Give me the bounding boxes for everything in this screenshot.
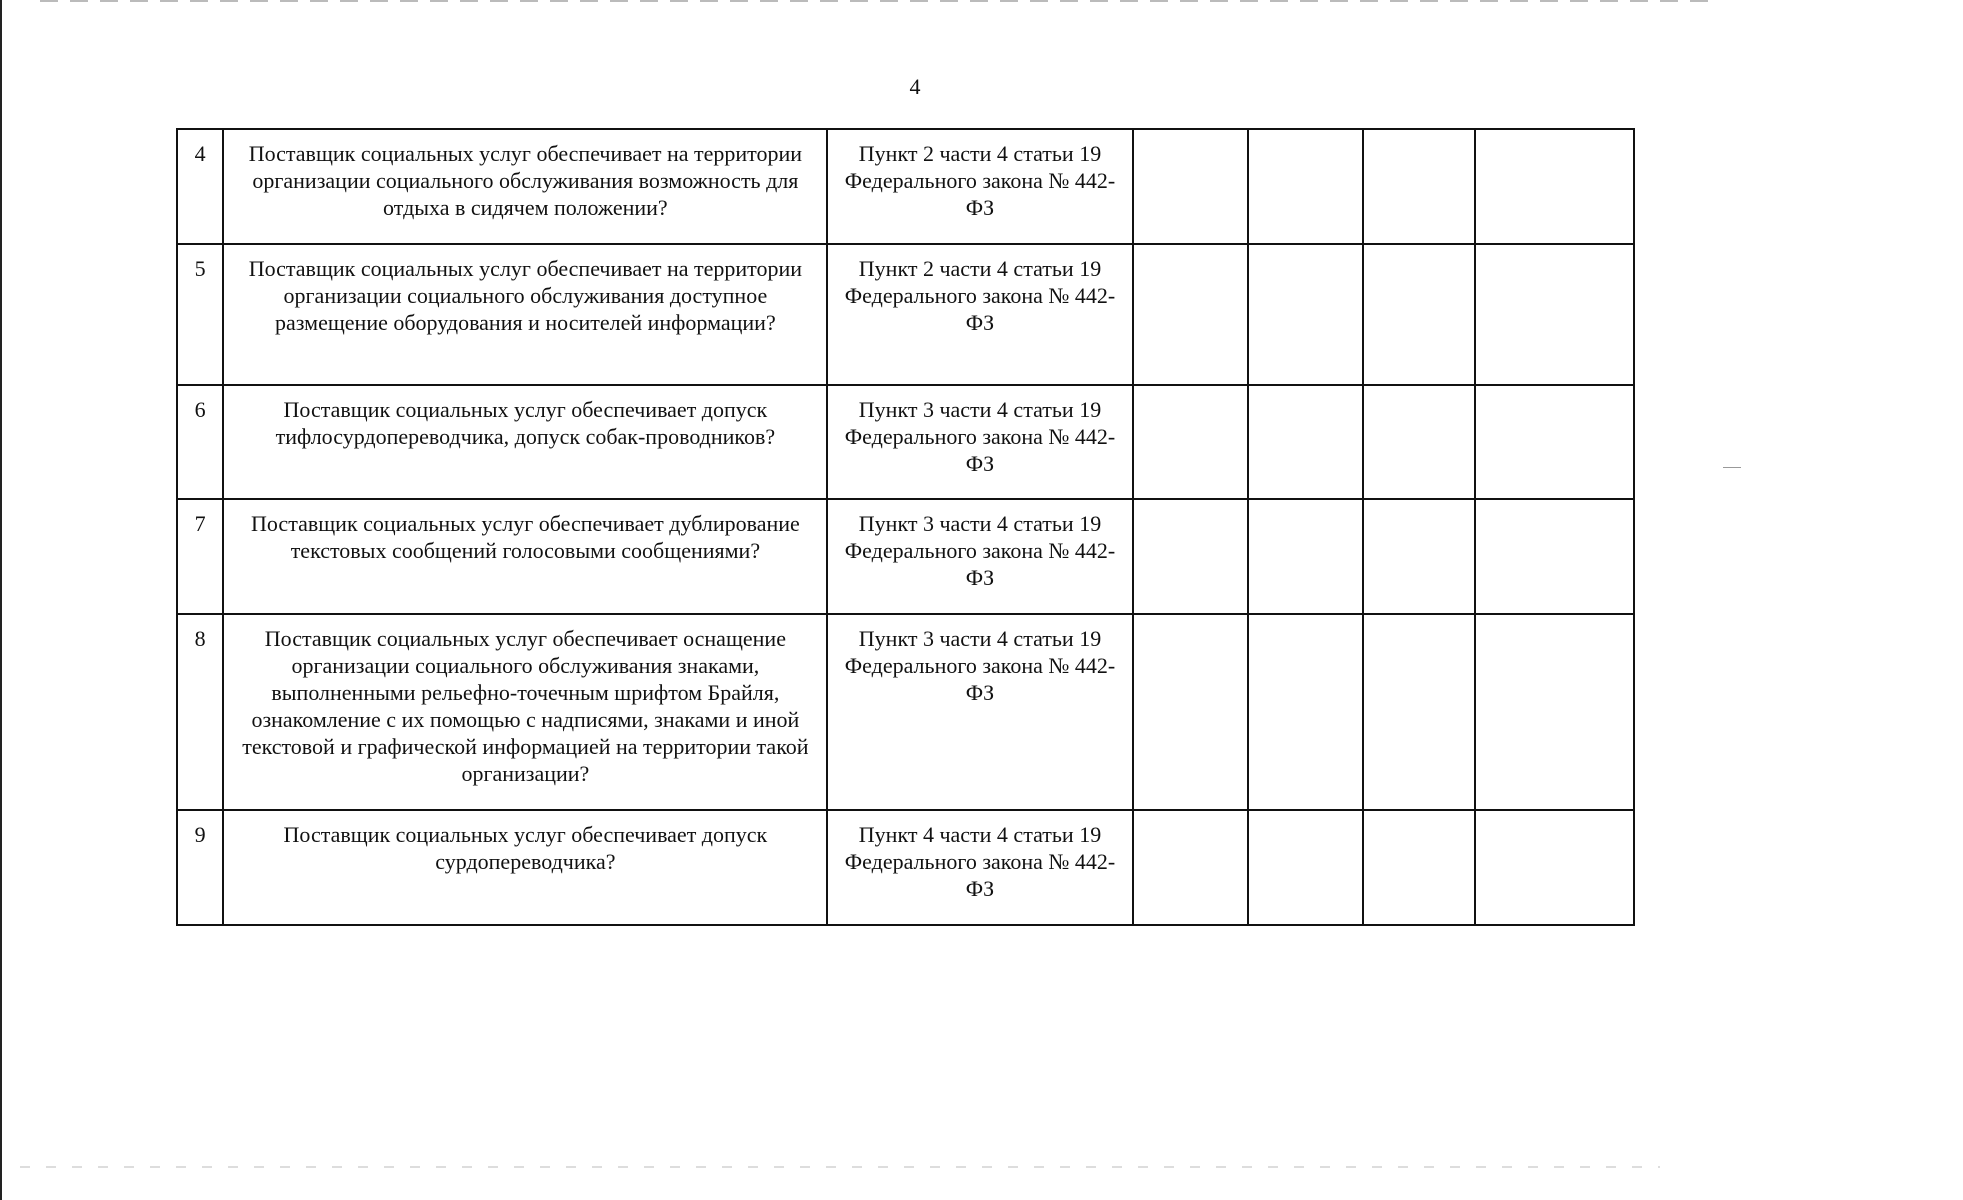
reference-cell: Пункт 2 части 4 статьи 19 Федерального закона № 442-ФЗ bbox=[827, 129, 1132, 244]
table-row bbox=[177, 385, 1634, 499]
answer-cell-1[interactable] bbox=[1133, 810, 1249, 925]
notes-cell[interactable] bbox=[1475, 129, 1634, 244]
question-cell: Поставщик социальных услуг обеспечивает допуск тифлосурдопереводчика, допуск собак-проводников? bbox=[223, 385, 827, 499]
reference-cell: Пункт 2 части 4 статьи 19 Федерального закона № 442-ФЗ bbox=[827, 244, 1132, 385]
answer-cell-2[interactable] bbox=[1248, 244, 1363, 385]
answer-cell-1[interactable] bbox=[1133, 614, 1249, 810]
row-number: 9 bbox=[177, 810, 223, 925]
scan-bottom-artifact bbox=[20, 1166, 1660, 1168]
answer-cell-2[interactable] bbox=[1248, 810, 1363, 925]
question-cell: Поставщик социальных услуг обеспечивает на территории организации социального обслуживания возможность для отдыха в сидячем положении? bbox=[223, 129, 827, 244]
answer-cell-3[interactable] bbox=[1363, 614, 1475, 810]
row-number: 8 bbox=[177, 614, 223, 810]
checklist-table bbox=[176, 128, 1635, 926]
answer-cell-2[interactable] bbox=[1248, 385, 1363, 499]
answer-cell-3[interactable] bbox=[1363, 244, 1475, 385]
answer-cell-3[interactable] bbox=[1363, 810, 1475, 925]
notes-cell[interactable] bbox=[1475, 244, 1634, 385]
notes-cell[interactable] bbox=[1475, 810, 1634, 925]
table-row bbox=[177, 499, 1634, 614]
question-cell: Поставщик социальных услуг обеспечивает оснащение организации социального обслуживания знаками, выполненными рельефно-точечным шрифтом Брайля, ознакомление с их помощью с надписями, знаками и иной текстовой и графической информацией на территории такой организации? bbox=[223, 614, 827, 810]
question-cell: Поставщик социальных услуг обеспечивает на территории организации социального обслуживания доступное размещение оборудования и носителей информации? bbox=[223, 244, 827, 385]
reference-cell: Пункт 3 части 4 статьи 19 Федерального закона № 442-ФЗ bbox=[827, 499, 1132, 614]
row-number: 6 bbox=[177, 385, 223, 499]
table-row bbox=[177, 129, 1634, 244]
answer-cell-3[interactable] bbox=[1363, 129, 1475, 244]
answer-cell-1[interactable] bbox=[1133, 385, 1249, 499]
answer-cell-3[interactable] bbox=[1363, 499, 1475, 614]
scan-left-edge bbox=[0, 0, 2, 1200]
answer-cell-3[interactable] bbox=[1363, 385, 1475, 499]
answer-cell-1[interactable] bbox=[1133, 499, 1249, 614]
question-cell: Поставщик социальных услуг обеспечивает дублирование текстовых сообщений голосовыми сообщениями? bbox=[223, 499, 827, 614]
answer-cell-2[interactable] bbox=[1248, 499, 1363, 614]
margin-dash bbox=[1723, 467, 1741, 468]
question-cell: Поставщик социальных услуг обеспечивает допуск сурдопереводчика? bbox=[223, 810, 827, 925]
row-number: 5 bbox=[177, 244, 223, 385]
scan-top-edge bbox=[40, 0, 1720, 2]
reference-cell: Пункт 3 части 4 статьи 19 Федерального закона № 442-ФЗ bbox=[827, 614, 1132, 810]
notes-cell[interactable] bbox=[1475, 385, 1634, 499]
answer-cell-1[interactable] bbox=[1133, 129, 1249, 244]
table-row bbox=[177, 244, 1634, 385]
reference-cell: Пункт 3 части 4 статьи 19 Федерального закона № 442-ФЗ bbox=[827, 385, 1132, 499]
row-number: 4 bbox=[177, 129, 223, 244]
notes-cell[interactable] bbox=[1475, 499, 1634, 614]
answer-cell-2[interactable] bbox=[1248, 129, 1363, 244]
table-row bbox=[177, 614, 1634, 810]
answer-cell-1[interactable] bbox=[1133, 244, 1249, 385]
page-number: 4 bbox=[909, 74, 921, 99]
table-row bbox=[177, 810, 1634, 925]
answer-cell-2[interactable] bbox=[1248, 614, 1363, 810]
reference-cell: Пункт 4 части 4 статьи 19 Федерального закона № 442-ФЗ bbox=[827, 810, 1132, 925]
row-number: 7 bbox=[177, 499, 223, 614]
notes-cell[interactable] bbox=[1475, 614, 1634, 810]
